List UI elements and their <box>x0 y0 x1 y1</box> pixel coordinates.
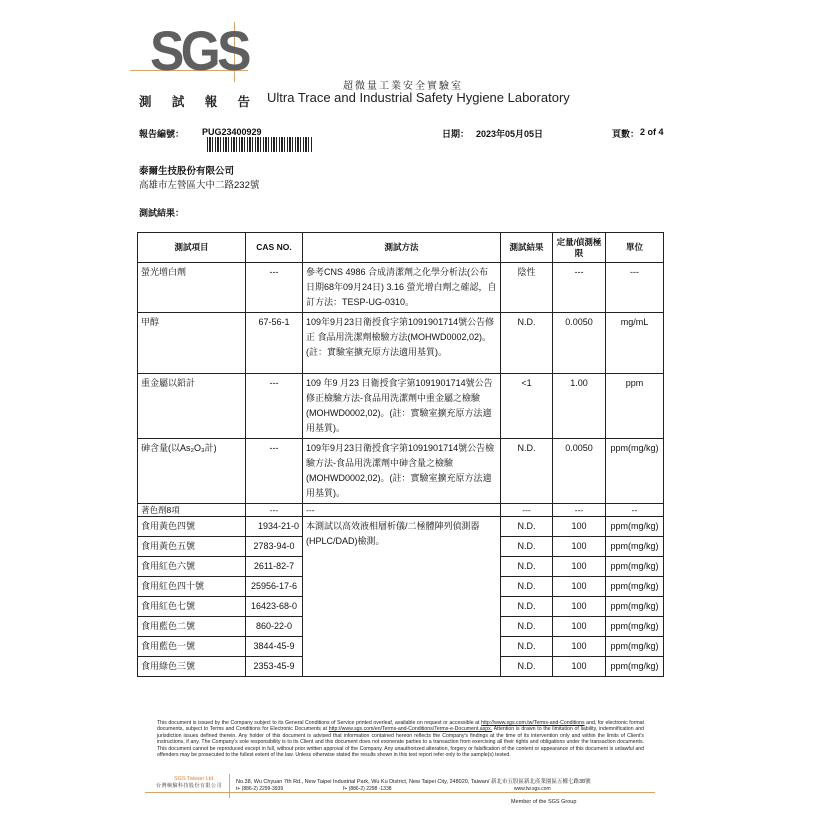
cell-result: N.D. <box>501 657 553 677</box>
cell-unit: ppm(mg/kg) <box>606 577 664 597</box>
cell-limit: 100 <box>553 557 606 577</box>
cell-cas: 2783-94-0 <box>246 537 303 557</box>
table-header-row <box>138 233 664 263</box>
header-limit: 定量/偵測極限 <box>553 233 606 263</box>
table-row <box>138 263 664 313</box>
cell-result: N.D. <box>501 313 553 374</box>
cell-method: 參考CNS 4986 合成清潔劑之化學分析法(公布日期68年09月24日) 3.16 螢光增白劑之確認，自訂方法：TESP-UG-0310。 <box>303 263 501 313</box>
lab-name-en: Ultra Trace and Industrial Safety Hygiene Laboratory <box>267 90 570 105</box>
footer-address: No.38, Wu Chyuan 7th Rd., New Taipei Industrial Park, Wu Ku District, New Taipei City, 248020, Taiwan/ 新北市五股區新北產業園區五權七路38號 <box>236 779 591 785</box>
cell-cas: --- <box>246 439 303 504</box>
cell-result: N.D. <box>501 577 553 597</box>
cell-cas: 25956-17-6 <box>246 577 303 597</box>
header-unit: 單位 <box>606 233 664 263</box>
member-of-sgs: Member of the SGS Group <box>511 799 577 805</box>
table-row <box>138 504 664 517</box>
footer-tel: t+ (886-2) 2299-3939 <box>236 786 284 792</box>
cell-unit: ppm(mg/kg) <box>606 617 664 637</box>
cell-result: N.D. <box>501 637 553 657</box>
cell-limit: --- <box>553 504 606 517</box>
header-method: 測試方法 <box>303 233 501 263</box>
cell-limit: 100 <box>553 597 606 617</box>
terms-link[interactable]: http://www.sgs.com.tw/Terms-and-Conditions <box>481 720 585 726</box>
cell-cas: --- <box>246 263 303 313</box>
header-item: 測試項目 <box>138 233 246 263</box>
table-row <box>138 517 664 537</box>
disclaimer-text: and, for electronic format documents, subject to Terms and Conditions for Electronic Documents at <box>157 720 644 733</box>
cell-result: N.D. <box>501 517 553 537</box>
cell-result: <1 <box>501 374 553 439</box>
cell-cas: 860-22-0 <box>246 617 303 637</box>
cell-item: 食用紅色四十號 <box>138 577 246 597</box>
results-table <box>137 232 664 677</box>
cell-cas: --- <box>246 374 303 439</box>
cell-cas: 67-56-1 <box>246 313 303 374</box>
cell-item: 重金屬以鉛計 <box>138 374 246 439</box>
header-result: 測試結果 <box>501 233 553 263</box>
cell-item: 甲醇 <box>138 313 246 374</box>
cell-unit: mg/mL <box>606 313 664 374</box>
cell-result: N.D. <box>501 439 553 504</box>
page-number: 2 of 4 <box>640 127 664 137</box>
client-company: 泰爾生技股份有限公司 <box>139 166 235 177</box>
cell-unit: -- <box>606 504 664 517</box>
cell-unit: ppm(mg/kg) <box>606 637 664 657</box>
cell-result: --- <box>501 504 553 517</box>
cell-item: 食用紅色六號 <box>138 557 246 577</box>
table-row <box>138 374 664 439</box>
cell-method: 109年9月23日衛授食字第1091901714號公告檢驗方法-食品用洗潔劑中砷含量之檢驗(MOHWD0002,02)。(註：實驗室擴充原方法適用基質)。 <box>303 439 501 504</box>
cell-unit: ppm(mg/kg) <box>606 537 664 557</box>
client-address: 高雄市左營區大中二路232號 <box>139 180 260 191</box>
cell-unit: ppm(mg/kg) <box>606 439 664 504</box>
cell-cas: 16423-68-0 <box>246 597 303 617</box>
cell-result: N.D. <box>501 557 553 577</box>
cell-item: 食用綠色三號 <box>138 657 246 677</box>
cell-unit: ppm(mg/kg) <box>606 557 664 577</box>
table-row <box>138 439 664 504</box>
date-label: 日期： <box>442 129 470 139</box>
cell-limit: 0.0050 <box>553 439 606 504</box>
cell-cas: 2353-45-9 <box>246 657 303 677</box>
lab-name-cn: 超微量工業安全實驗室 <box>343 81 463 92</box>
cell-method: --- <box>303 504 501 517</box>
cell-cas: 1934-21-0 <box>246 517 303 537</box>
report-date: 2023年05月05日 <box>476 129 544 139</box>
cell-limit: 100 <box>553 617 606 637</box>
footer-disclaimer <box>157 720 644 758</box>
cell-limit: 100 <box>553 537 606 557</box>
barcode <box>207 137 312 152</box>
cell-cas: 3844-45-9 <box>246 637 303 657</box>
cell-limit: --- <box>553 263 606 313</box>
page-label: 頁數： <box>612 129 640 139</box>
report-no-label: 報告編號： <box>139 129 185 139</box>
cell-unit: ppm(mg/kg) <box>606 517 664 537</box>
cell-limit: 100 <box>553 577 606 597</box>
cell-dye-method: 本測試以高效液相層析儀/二極體陣列偵測器(HPLC/DAD)檢測。 <box>303 517 501 677</box>
cell-result: N.D. <box>501 617 553 637</box>
cell-method: 109 年9 月23 日衛授食字第1091901714號公告修正檢驗方法-食品用洗潔劑中重金屬之檢驗(MOHWD0002,02)。(註：實驗室擴充原方法適用基質)。 <box>303 374 501 439</box>
disclaimer-text: This document is issued by the Company subject to its General Conditions of Service printed overleaf, available on request or accessible at <box>157 720 482 726</box>
report-no: PUG23400929 <box>202 127 262 137</box>
cell-cas: --- <box>246 504 303 517</box>
table-row <box>138 313 664 374</box>
cell-result: N.D. <box>501 537 553 557</box>
cell-limit: 100 <box>553 637 606 657</box>
disclaimer-text: Attention is drawn to the limitation of liability, indemnification and jurisdiction issues defined therein. Any holder of this document is advised that information contained hereon reflects the Company's findings at the time of its intervention only and within the limits of Client's instructions, if any. The Company's sole responsibility is to its Client and this document does not exonerate parties to a transaction from exercising all their rights and obligations under the transaction documents. This document cannot be reproduced except in full, without prior written approval of the Company. Any unauthorized alteration, forgery or falsification of the content or appearance of this document is unlawful and offenders may be prosecuted to the fullest extent of the law. Unless otherwise stated the results shown in this test report refer only to the sample(s) tested. <box>157 726 644 759</box>
cell-unit: --- <box>606 263 664 313</box>
cell-unit: ppm(mg/kg) <box>606 657 664 677</box>
cell-item: 食用黃色五號 <box>138 537 246 557</box>
footer-web-link[interactable]: www.tw.sgs.com <box>514 786 551 792</box>
sgs-logo: SGS <box>150 19 248 82</box>
sgs-taiwan-name: SGS Taiwan Ltd. <box>174 776 215 782</box>
cell-limit: 100 <box>553 517 606 537</box>
footer-divider-vertical <box>229 774 230 798</box>
cell-item: 螢光增白劑 <box>138 263 246 313</box>
cell-item: 食用黃色四號 <box>138 517 246 537</box>
cell-limit: 0.0050 <box>553 313 606 374</box>
cell-result: N.D. <box>501 597 553 617</box>
cell-item: 著色劑8項 <box>138 504 246 517</box>
cell-item: 砷含量(以As₂O₃計) <box>138 439 246 504</box>
cell-item: 食用藍色二號 <box>138 617 246 637</box>
e-document-terms-link[interactable]: http://www.sgs.com/en/Terms-and-Conditions/Terms-e-Document.aspx. <box>328 726 493 733</box>
cell-item: 食用紅色七號 <box>138 597 246 617</box>
cell-item: 食用藍色一號 <box>138 637 246 657</box>
cell-unit: ppm <box>606 374 664 439</box>
cell-limit: 100 <box>553 657 606 677</box>
header-cas: CAS NO. <box>246 233 303 263</box>
sgs-taiwan-name-cn: 台灣檢驗科技股份有限公司 <box>156 783 223 789</box>
report-title: 測 試 報 告 <box>139 94 259 109</box>
footer-divider-horizontal <box>145 792 655 793</box>
cell-limit: 1.00 <box>553 374 606 439</box>
cell-result: 陰性 <box>501 263 553 313</box>
cell-method: 109年9月23日衛授食字第1091901714號公告修正 食品用洗潔劑檢驗方法(MOHWD0002,02)。(註：實驗室擴充原方法適用基質)。 <box>303 313 501 374</box>
results-label: 測試結果： <box>139 208 185 218</box>
footer-fax: f+ (886-2) 2298 -1338 <box>343 786 392 792</box>
cell-cas: 2611-82-7 <box>246 557 303 577</box>
cell-unit: ppm(mg/kg) <box>606 597 664 617</box>
